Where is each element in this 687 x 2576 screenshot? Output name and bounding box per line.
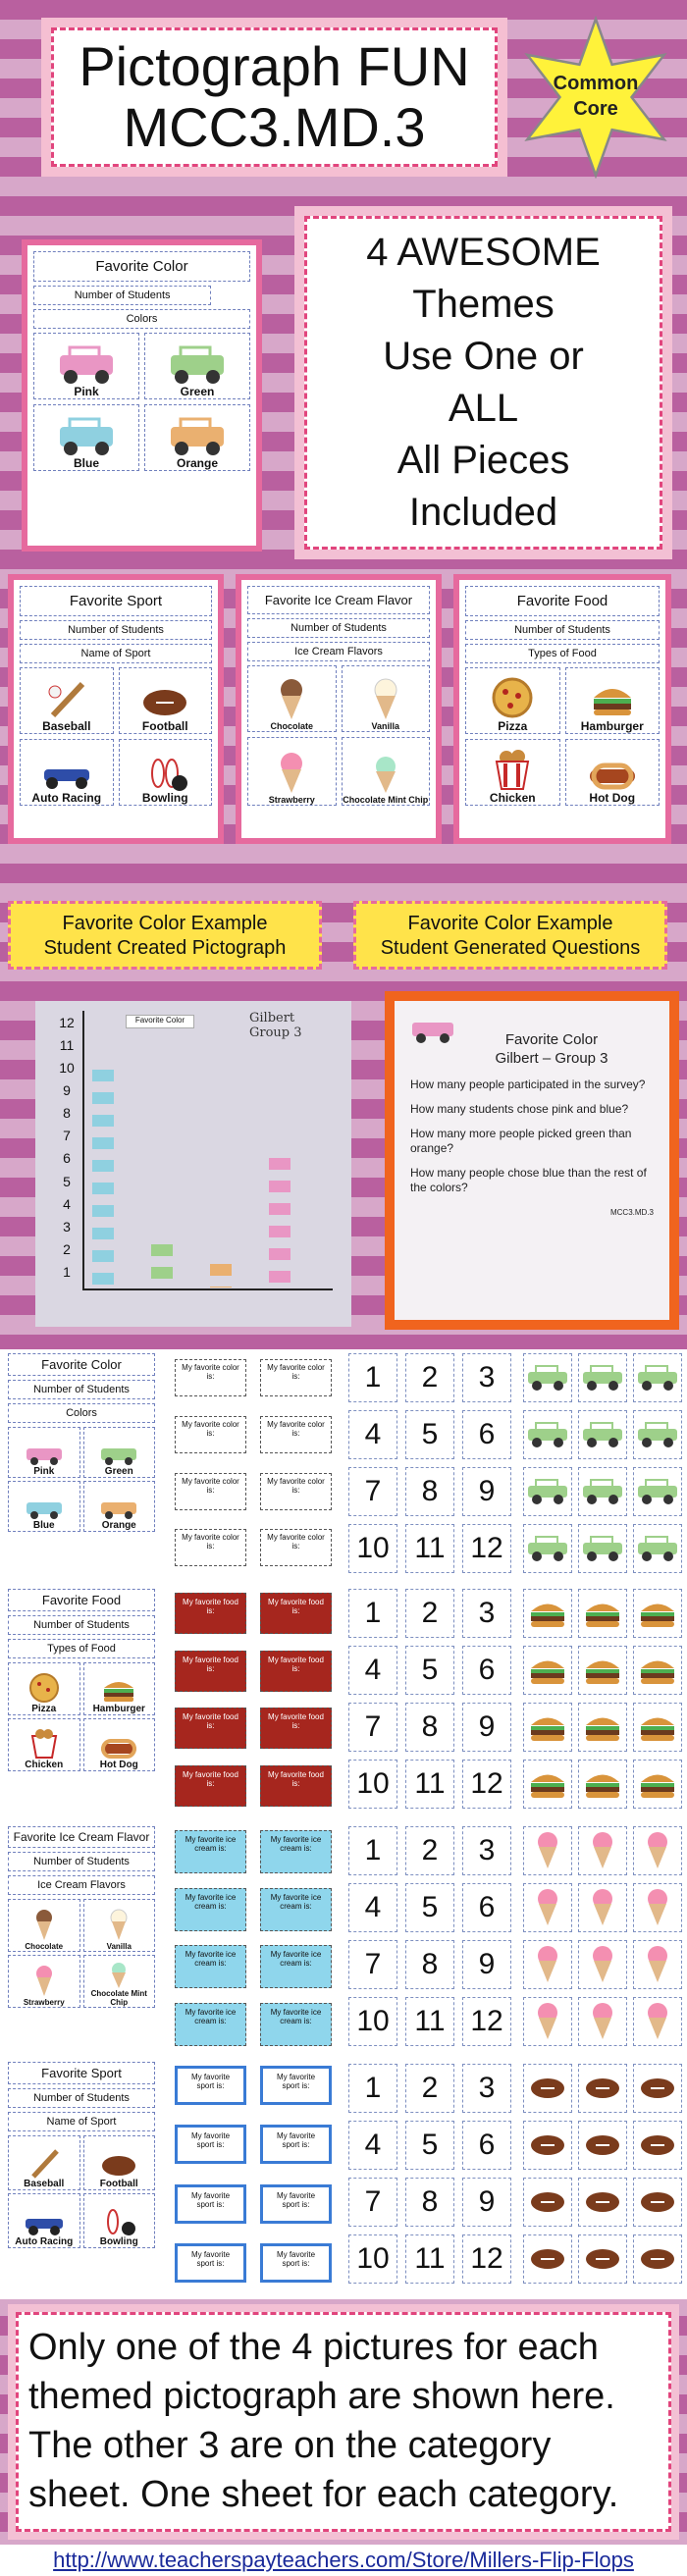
hot-dog-icon <box>99 1738 138 1760</box>
baseball-pic: Baseball <box>20 667 114 734</box>
number-tile: 11 <box>405 1524 454 1573</box>
jeep-icon <box>633 1524 682 1573</box>
footer-line: themed pictograph are shown here. <box>28 2376 615 2417</box>
number-tile: 11 <box>405 1997 454 2046</box>
favorite-food-card <box>453 574 671 844</box>
jeep-icon <box>25 1495 64 1520</box>
number-tile: 1 <box>348 2064 397 2113</box>
tag-card: My favorite food is: <box>260 1651 332 1692</box>
questions-example-label <box>353 901 667 970</box>
bowling-icon <box>140 754 189 791</box>
number-tile: 3 <box>462 1589 511 1638</box>
questions-title: Favorite Color <box>504 1031 599 1048</box>
chicken-bucket-icon <box>493 748 532 791</box>
bowling-pic: Bowling <box>119 739 213 806</box>
footer-note <box>8 2304 679 2540</box>
number-tile: 3 <box>462 1826 511 1875</box>
number-tile: 5 <box>405 1410 454 1459</box>
jeep-icon <box>167 345 228 385</box>
cone-icon <box>523 1997 572 2046</box>
bowling-icon <box>99 2207 138 2236</box>
badge-line-2: Core <box>573 98 618 120</box>
label-line: Student Created Pictograph <box>43 937 287 959</box>
number-tile: 2 <box>405 1589 454 1638</box>
burger-icon <box>523 1589 572 1638</box>
number-tile: 7 <box>348 1940 397 1989</box>
tag-card: My favorite ice cream is: <box>175 1888 246 1931</box>
mini-food-card: Favorite Food Number of Students Types of Food Pizza Hamburger Chicken Hot Dog <box>8 1589 155 1813</box>
blue-column <box>92 1070 114 1288</box>
label-line: Favorite Color Example <box>407 913 613 934</box>
cone-icon <box>578 1997 627 2046</box>
ice-cream-icon <box>108 1962 130 1989</box>
tag-card: My favorite ice cream is: <box>260 1888 332 1931</box>
themes-box <box>294 206 672 559</box>
x-axis-line <box>82 1288 333 1290</box>
jeep-icon <box>56 345 117 385</box>
number-tile: 2 <box>405 1353 454 1402</box>
ball-icon <box>578 2121 627 2170</box>
card-title: Favorite Food <box>465 586 660 616</box>
number-tile: 5 <box>405 1883 454 1932</box>
number-tile: 9 <box>462 2178 511 2227</box>
pizza-pic: Pizza <box>465 667 560 734</box>
jeep-icon <box>578 1410 627 1459</box>
number-tile: 3 <box>462 1353 511 1402</box>
mini-icecream-card: Favorite Ice Cream Flavor Number of Students Ice Cream Flavors Chocolate Vanilla Strawberry Chocolate Mint Chip <box>8 1826 155 2050</box>
cone-icon <box>578 1883 627 1932</box>
tag-card: My favorite food is: <box>175 1593 246 1634</box>
jeep-icon <box>633 1467 682 1516</box>
race-car-icon <box>40 758 93 791</box>
tag-card: My favorite sport is: <box>175 2184 246 2224</box>
card-sub: Number of Students <box>465 620 660 640</box>
tag-card: My favorite food is: <box>175 1765 246 1807</box>
tag-card: My favorite sport is: <box>260 2243 332 2283</box>
cone-icon <box>523 1940 572 1989</box>
card-cat: Name of Sport <box>20 644 212 663</box>
themes-line: ALL <box>448 387 519 430</box>
themes-line: Themes <box>412 283 555 326</box>
auto-racing-pic: Auto Racing <box>20 739 114 806</box>
ball-icon <box>633 2234 682 2284</box>
number-tile: 8 <box>405 1467 454 1516</box>
card-cat: Ice Cream Flavors <box>247 642 430 661</box>
mini-sport-card: Favorite Sport Number of Students Name of Sport Baseball Football Auto Racing Bowling <box>8 2062 155 2287</box>
tag-card: My favorite food is: <box>260 1765 332 1807</box>
number-tile: 8 <box>405 1703 454 1752</box>
hamburger-icon <box>102 1676 135 1704</box>
burger-icon <box>578 1703 627 1752</box>
number-tile: 6 <box>462 1883 511 1932</box>
common-core-badge <box>508 16 683 179</box>
strawberry-pic: Strawberry <box>247 737 337 806</box>
title-line-2: MCC3.MD.3 <box>123 96 426 158</box>
number-tile: 10 <box>348 1760 397 1809</box>
burger-icon <box>633 1646 682 1695</box>
y-axis-line <box>82 1011 84 1290</box>
y-axis-ticks: 12 11 10 9 8 7 6 5 4 3 2 1 <box>59 1015 75 1280</box>
tag-card: My favorite color is: <box>260 1473 332 1510</box>
number-tile: 9 <box>462 1703 511 1752</box>
jeep-icon <box>99 1495 138 1520</box>
favorite-sport-card <box>8 574 224 844</box>
number-tile: 11 <box>405 2234 454 2284</box>
ice-cream-icon <box>33 1965 55 1998</box>
card-cat: Colors <box>33 309 250 329</box>
pictograph-photo <box>35 1001 351 1327</box>
number-tile: 5 <box>405 2121 454 2170</box>
footer-line: sheet. One sheet for each category. <box>28 2474 619 2515</box>
title-box <box>41 18 507 177</box>
number-tile: 2 <box>405 1826 454 1875</box>
jeep-icon <box>633 1410 682 1459</box>
number-tile: 1 <box>348 1589 397 1638</box>
hot-dog-icon <box>588 762 637 791</box>
themes-line: 4 AWESOME <box>366 231 601 274</box>
number-tile: 5 <box>405 1646 454 1695</box>
orange-jeep: Orange <box>144 404 250 471</box>
chicken-bucket-icon <box>30 1728 58 1760</box>
ball-icon <box>633 2121 682 2170</box>
cone-icon <box>633 1997 682 2046</box>
number-tile: 12 <box>462 1524 511 1573</box>
hot-dog-pic: Hot Dog <box>565 739 661 806</box>
title-line-1: Pictograph FUN <box>79 35 470 97</box>
chart-title: Favorite Color <box>126 1015 194 1028</box>
card-sub: Number of Students <box>33 286 211 305</box>
ice-cream-icon <box>33 1909 55 1942</box>
tag-card: My favorite food is: <box>175 1651 246 1692</box>
card-sub: Number of Students <box>20 620 212 640</box>
tag-card: My favorite color is: <box>175 1529 246 1566</box>
label-line: Student Generated Questions <box>380 937 641 959</box>
number-tile: 1 <box>348 1353 397 1402</box>
card-title: Favorite Sport <box>20 586 212 616</box>
tag-card: My favorite food is: <box>175 1708 246 1749</box>
card-title: Favorite Ice Cream Flavor <box>247 586 430 614</box>
badge-line-1: Common <box>553 73 639 94</box>
number-tile: 10 <box>348 1524 397 1573</box>
baseball-bat-icon <box>27 2149 61 2179</box>
food-tag-cards <box>175 1593 332 1809</box>
jeep-icon <box>578 1353 627 1402</box>
footer-line: Only one of the 4 pictures for each <box>28 2327 599 2368</box>
ice-cream-icon <box>371 678 400 721</box>
tag-card: My favorite color is: <box>175 1359 246 1396</box>
themes-line: Use One or <box>383 335 584 378</box>
burger-icon <box>578 1760 627 1809</box>
tag-card: My favorite sport is: <box>260 2125 332 2164</box>
ball-icon <box>523 2234 572 2284</box>
number-tile: 12 <box>462 2234 511 2284</box>
number-tile: 7 <box>348 1467 397 1516</box>
number-tile: 7 <box>348 1703 397 1752</box>
tag-card: My favorite sport is: <box>175 2125 246 2164</box>
green-jeep: Green <box>144 333 250 399</box>
pizza-icon <box>28 1672 60 1704</box>
tag-card: My favorite ice cream is: <box>260 1830 332 1873</box>
cone-icon <box>523 1883 572 1932</box>
cone-icon <box>633 1940 682 1989</box>
number-tile: 6 <box>462 1646 511 1695</box>
number-tile: 8 <box>405 1940 454 1989</box>
themes-line: All Pieces <box>396 439 570 482</box>
jeep-icon <box>578 1524 627 1573</box>
football-icon <box>140 686 189 719</box>
footer-line: The other 3 are on the category <box>28 2425 552 2466</box>
ice-cream-icon <box>277 678 306 721</box>
hamburger-pic: Hamburger <box>565 667 661 734</box>
burger-icon <box>578 1589 627 1638</box>
tag-card: My favorite sport is: <box>260 2066 332 2105</box>
jeep-icon <box>523 1524 572 1573</box>
pink-jeep: Pink <box>33 333 139 399</box>
themes-line: Included <box>408 491 558 534</box>
tag-card: My favorite color is: <box>175 1416 246 1453</box>
orange-column <box>210 1264 232 1288</box>
number-tile: 4 <box>348 1410 397 1459</box>
football-pic: Football <box>119 667 213 734</box>
questions-sub: Gilbert – Group 3 <box>495 1050 608 1067</box>
favorite-ice-cream-card <box>236 574 442 844</box>
number-tile: 9 <box>462 1467 511 1516</box>
number-tile: 7 <box>348 2178 397 2227</box>
tag-card: My favorite food is: <box>260 1708 332 1749</box>
number-tile: 11 <box>405 1760 454 1809</box>
ice-cream-icon <box>277 752 306 795</box>
jeep-icon <box>523 1467 572 1516</box>
icecream-tag-cards <box>175 1830 332 2046</box>
jeep-icon <box>99 1441 138 1466</box>
cone-icon <box>633 1826 682 1875</box>
printables-section <box>0 1349 687 2299</box>
number-tile: 12 <box>462 1760 511 1809</box>
tag-card: My favorite food is: <box>260 1593 332 1634</box>
pizza-icon <box>491 676 534 719</box>
question-2: How many students chose pink and blue? <box>410 1102 629 1116</box>
jeep-icon <box>633 1353 682 1402</box>
card-cat: Types of Food <box>465 644 660 663</box>
sport-tag-cards <box>175 2066 332 2287</box>
tag-card: My favorite color is: <box>260 1416 332 1453</box>
number-tile: 10 <box>348 2234 397 2284</box>
burger-icon <box>578 1646 627 1695</box>
cone-icon <box>633 1883 682 1932</box>
tag-card: My favorite sport is: <box>175 2243 246 2283</box>
ball-icon <box>633 2064 682 2113</box>
burger-icon <box>523 1703 572 1752</box>
color-tag-cards <box>175 1359 332 1570</box>
pink-column <box>269 1158 291 1288</box>
standard-code: MCC3.MD.3 <box>609 1208 654 1217</box>
vanilla-pic: Vanilla <box>342 665 431 732</box>
ice-cream-icon <box>371 756 400 795</box>
number-tile: 12 <box>462 1997 511 2046</box>
number-tile: 4 <box>348 1646 397 1695</box>
tag-card: My favorite ice cream is: <box>175 1830 246 1873</box>
jeep-icon <box>578 1467 627 1516</box>
cone-icon <box>523 1826 572 1875</box>
mint-chip-pic: Chocolate Mint Chip <box>342 737 431 806</box>
tag-card: My favorite ice cream is: <box>260 1945 332 1988</box>
race-car-icon <box>24 2211 65 2236</box>
burger-icon <box>633 1589 682 1638</box>
question-4: How many people chose blue than the rest of the colors? <box>410 1166 647 1194</box>
ball-icon <box>523 2064 572 2113</box>
card-sub: Number of Students <box>247 618 430 638</box>
burger-icon <box>523 1646 572 1695</box>
burger-icon <box>633 1760 682 1809</box>
ball-icon <box>578 2064 627 2113</box>
number-tile: 4 <box>348 2121 397 2170</box>
ball-icon <box>578 2234 627 2284</box>
number-tile: 1 <box>348 1826 397 1875</box>
number-tile: 6 <box>462 2121 511 2170</box>
jeep-icon <box>25 1441 64 1466</box>
football-icon <box>99 2153 138 2179</box>
burger-icon <box>633 1703 682 1752</box>
ball-icon <box>633 2178 682 2227</box>
tag-card: My favorite ice cream is: <box>175 2003 246 2046</box>
number-tile: 8 <box>405 2178 454 2227</box>
number-tile: 3 <box>462 2064 511 2113</box>
questions-photo <box>385 991 679 1330</box>
number-tile: 2 <box>405 2064 454 2113</box>
question-1: How many people participated in the survey? <box>410 1078 646 1091</box>
tag-card: My favorite color is: <box>260 1529 332 1566</box>
card-title: Favorite Color <box>33 251 250 282</box>
hamburger-icon <box>590 680 635 719</box>
number-tile: 9 <box>462 1940 511 1989</box>
jeep-icon <box>167 417 228 456</box>
ball-icon <box>523 2121 572 2170</box>
label-line: Favorite Color Example <box>62 913 268 934</box>
ball-icon <box>578 2178 627 2227</box>
tag-card: My favorite sport is: <box>175 2066 246 2105</box>
tag-card: My favorite color is: <box>260 1359 332 1396</box>
number-tile: 10 <box>348 1997 397 2046</box>
tag-card: My favorite ice cream is: <box>260 2003 332 2046</box>
jeep-icon <box>56 417 117 456</box>
mini-color-card: Favorite Color Number of Students Colors Pink Green Blue Orange <box>8 1353 155 1579</box>
chicken-pic: Chicken <box>465 739 560 806</box>
cone-icon <box>578 1940 627 1989</box>
ice-cream-icon <box>108 1909 130 1942</box>
tag-card: My favorite ice cream is: <box>175 1945 246 1988</box>
jeep-icon <box>523 1353 572 1402</box>
ball-icon <box>523 2178 572 2227</box>
burger-icon <box>523 1760 572 1809</box>
pink-jeep-icon <box>410 1015 455 1044</box>
cone-icon <box>578 1826 627 1875</box>
number-tile: 6 <box>462 1410 511 1459</box>
number-and-icon-grids <box>348 1349 687 2299</box>
number-tile: 4 <box>348 1883 397 1932</box>
chocolate-pic: Chocolate <box>247 665 337 732</box>
pictograph-example-label <box>8 901 322 970</box>
baseball-bat-icon <box>45 680 88 719</box>
question-3: How many more people picked green than orange? <box>410 1127 632 1155</box>
tag-card: My favorite color is: <box>175 1473 246 1510</box>
blue-jeep: Blue <box>33 404 139 471</box>
store-link[interactable]: http://www.teacherspayteachers.com/Store/Millers-Flip-Flops <box>0 2545 687 2576</box>
jeep-icon <box>523 1410 572 1459</box>
favorite-color-card <box>22 239 262 552</box>
tag-card: My favorite sport is: <box>260 2184 332 2224</box>
student-note: Gilbert Group 3 <box>249 1011 302 1040</box>
green-column <box>151 1244 173 1288</box>
